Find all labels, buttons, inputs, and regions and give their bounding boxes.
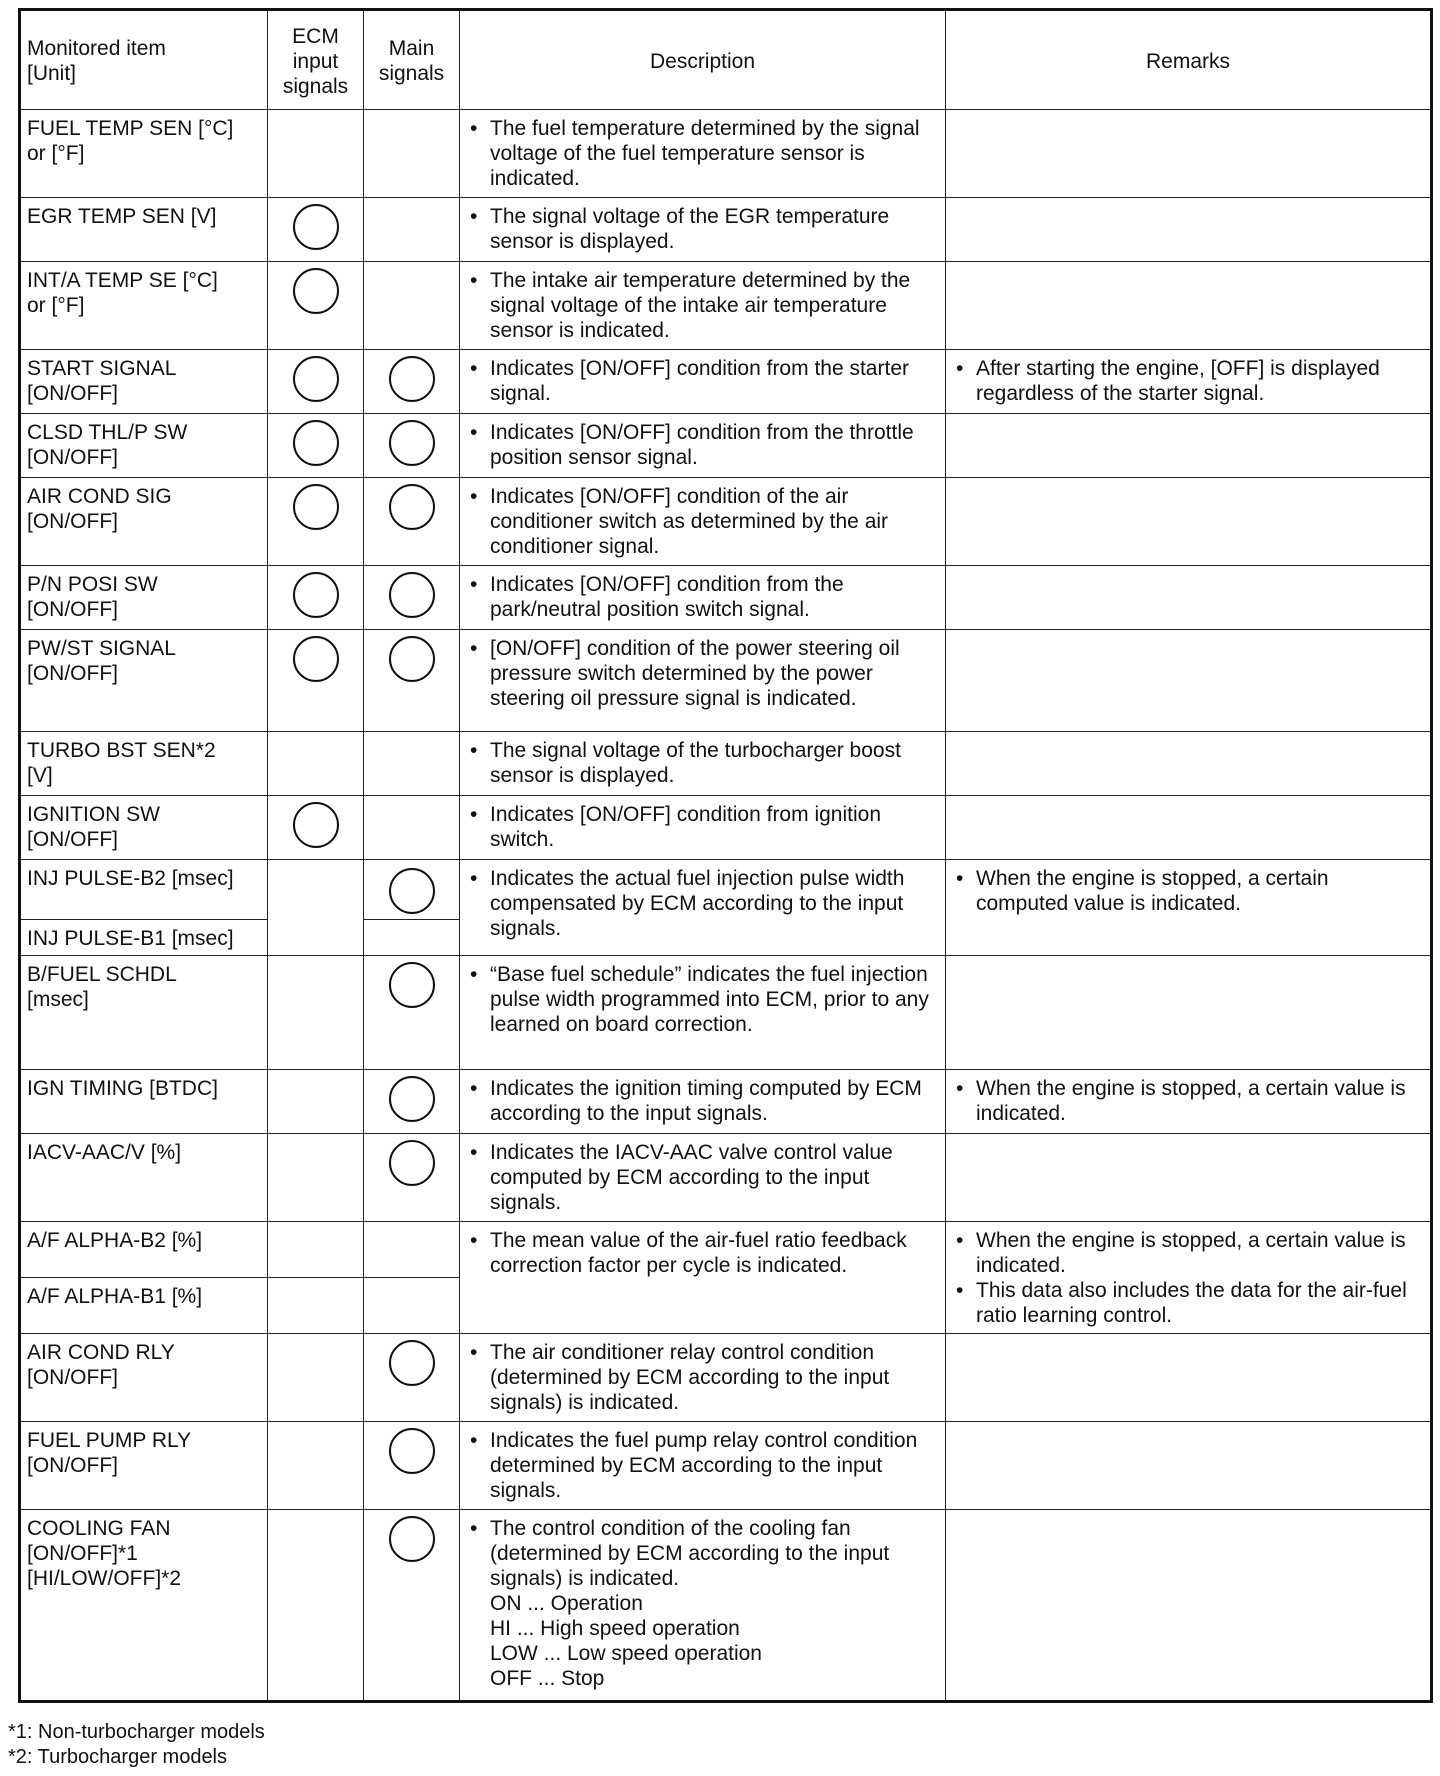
remarks-cell bbox=[946, 732, 1432, 796]
bullet-text: Indicates [ON/OFF] condition from the throttle position sensor signal. bbox=[490, 421, 914, 469]
bullet-item bbox=[466, 1076, 939, 1126]
circle-mark bbox=[389, 636, 435, 682]
description-cell bbox=[460, 1134, 946, 1222]
main-signal-cell bbox=[364, 860, 460, 920]
bullet-item bbox=[952, 866, 1424, 916]
ecm-input-cell bbox=[268, 1278, 364, 1334]
ecm-input-cell bbox=[268, 478, 364, 566]
table-row bbox=[20, 110, 1432, 198]
bullet-dot: • bbox=[470, 803, 478, 826]
monitored-item-cell bbox=[20, 198, 268, 262]
circle-mark bbox=[293, 356, 339, 402]
bullet-dot: • bbox=[470, 1077, 478, 1100]
item-text: CLSD THL/P SW [ON/OFF] bbox=[27, 421, 188, 469]
monitored-item-cell bbox=[20, 1510, 268, 1702]
remarks-cell bbox=[946, 566, 1432, 630]
bullet-text: This data also includes the data for the air-fuel ratio learning control. bbox=[976, 1279, 1407, 1327]
main-signal-cell bbox=[364, 350, 460, 414]
header-description bbox=[460, 10, 946, 110]
bullet-item bbox=[952, 1228, 1424, 1278]
description-cell bbox=[460, 630, 946, 732]
description-cell bbox=[460, 1422, 946, 1510]
remarks-cell bbox=[946, 262, 1432, 350]
item-text: P/N POSI SW [ON/OFF] bbox=[27, 573, 158, 621]
bullet-dot: • bbox=[470, 963, 478, 986]
fan-mode-line: LOW ... Low speed operation bbox=[490, 1642, 762, 1665]
monitored-item-cell bbox=[20, 110, 268, 198]
description-cell bbox=[460, 350, 946, 414]
ecm-input-cell bbox=[268, 1422, 364, 1510]
description-cell bbox=[460, 262, 946, 350]
bullet-item bbox=[466, 1428, 939, 1503]
bullet-item bbox=[466, 802, 939, 852]
item-text: INJ PULSE-B2 [msec] bbox=[27, 867, 234, 890]
remarks-cell bbox=[946, 1222, 1432, 1334]
circle-mark bbox=[389, 572, 435, 618]
ecm-input-cell bbox=[268, 1134, 364, 1222]
fan-mode-line: OFF ... Stop bbox=[490, 1667, 605, 1690]
footnote-1: *1: Non-turbocharger models bbox=[8, 1721, 265, 1743]
ecm-input-cell bbox=[268, 1222, 364, 1278]
remarks-cell bbox=[946, 110, 1432, 198]
bullet-text: When the engine is stopped, a certain computed value is indicated. bbox=[976, 867, 1329, 915]
bullet-dot: • bbox=[470, 421, 478, 444]
item-text: IACV-AAC/V [%] bbox=[27, 1141, 182, 1164]
monitored-item-cell bbox=[20, 796, 268, 860]
remarks-cell bbox=[946, 796, 1432, 860]
main-signal-cell bbox=[364, 198, 460, 262]
main-signal-cell bbox=[364, 1334, 460, 1422]
circle-mark bbox=[293, 420, 339, 466]
circle-mark bbox=[293, 636, 339, 682]
main-signal-cell bbox=[364, 478, 460, 566]
main-signal-cell bbox=[364, 110, 460, 198]
bullet-dot: • bbox=[470, 269, 478, 292]
monitored-item-cell bbox=[20, 732, 268, 796]
header-main-text: Main signals bbox=[378, 37, 445, 85]
remarks-cell bbox=[946, 1422, 1432, 1510]
bullet-dot: • bbox=[470, 1429, 478, 1452]
description-cell bbox=[460, 1334, 946, 1422]
monitored-item-cell bbox=[20, 956, 268, 1070]
remarks-cell bbox=[946, 350, 1432, 414]
description-cell bbox=[460, 414, 946, 478]
remarks-cell bbox=[946, 1134, 1432, 1222]
table-row bbox=[20, 414, 1432, 478]
monitored-item-cell bbox=[20, 920, 268, 956]
monitored-item-cell bbox=[20, 1422, 268, 1510]
description-cell bbox=[460, 1510, 946, 1702]
bullet-item bbox=[466, 866, 939, 941]
description-cell bbox=[460, 860, 946, 956]
main-signal-cell bbox=[364, 414, 460, 478]
bullet-item bbox=[466, 1340, 939, 1415]
ecm-input-cell bbox=[268, 860, 364, 956]
header-main-signals bbox=[364, 10, 460, 110]
bullet-text: Indicates the IACV-AAC valve control value computed by ECM according to the input signals. bbox=[490, 1141, 893, 1214]
main-signal-cell bbox=[364, 1510, 460, 1702]
circle-mark bbox=[389, 1428, 435, 1474]
bullet-text: “Base fuel schedule” indicates the fuel injection pulse width programmed into ECM, prior to any learned on board correction. bbox=[490, 963, 929, 1036]
bullet-dot: • bbox=[470, 485, 478, 508]
bullet-dot: • bbox=[956, 1279, 964, 1302]
table-row bbox=[20, 198, 1432, 262]
bullet-text: Indicates the ignition timing computed by ECM according to the input signals. bbox=[490, 1077, 922, 1125]
bullet-dot: • bbox=[470, 1517, 478, 1540]
fan-mode-line: ON ... Operation bbox=[490, 1592, 643, 1615]
monitored-item-cell bbox=[20, 478, 268, 566]
main-signal-cell bbox=[364, 566, 460, 630]
monitored-item-cell bbox=[20, 414, 268, 478]
table-row bbox=[20, 350, 1432, 414]
main-signal-cell bbox=[364, 796, 460, 860]
description-cell bbox=[460, 732, 946, 796]
main-signal-cell bbox=[364, 732, 460, 796]
bullet-text: Indicates the actual fuel injection pulse width compensated by ECM according to the input signals. bbox=[490, 867, 905, 940]
circle-mark bbox=[389, 868, 435, 914]
ecm-input-cell bbox=[268, 630, 364, 732]
bullet-item bbox=[466, 738, 939, 788]
table-row bbox=[20, 732, 1432, 796]
item-text: IGN TIMING [BTDC] bbox=[27, 1077, 218, 1100]
main-signal-cell bbox=[364, 956, 460, 1070]
main-signal-cell bbox=[364, 920, 460, 956]
remarks-cell bbox=[946, 1510, 1432, 1702]
description-cell bbox=[460, 566, 946, 630]
bullet-dot: • bbox=[956, 1229, 964, 1252]
main-signal-cell bbox=[364, 1070, 460, 1134]
header-remarks bbox=[946, 10, 1432, 110]
circle-mark bbox=[389, 420, 435, 466]
item-text: START SIGNAL [ON/OFF] bbox=[27, 357, 177, 405]
remarks-cell bbox=[946, 1070, 1432, 1134]
bullet-dot: • bbox=[470, 205, 478, 228]
item-text: INJ PULSE-B1 [msec] bbox=[27, 927, 234, 950]
circle-mark bbox=[389, 1140, 435, 1186]
item-text: COOLING FAN [ON/OFF]*1 [HI/LOW/OFF]*2 bbox=[27, 1517, 182, 1590]
remarks-cell bbox=[946, 1334, 1432, 1422]
table-row bbox=[20, 1422, 1432, 1510]
table-row bbox=[20, 262, 1432, 350]
item-text: A/F ALPHA-B2 [%] bbox=[27, 1229, 203, 1252]
circle-mark bbox=[293, 268, 339, 314]
ecm-input-cell bbox=[268, 198, 364, 262]
ecm-input-cell bbox=[268, 1070, 364, 1134]
bullet-text: The signal voltage of the turbocharger boost sensor is displayed. bbox=[490, 739, 901, 787]
main-signal-cell bbox=[364, 1278, 460, 1334]
bullet-item bbox=[466, 1228, 939, 1278]
bullet-item bbox=[466, 636, 939, 711]
main-signal-cell bbox=[364, 1222, 460, 1278]
item-text: INT/A TEMP SE [°C] or [°F] bbox=[27, 269, 218, 317]
header-ecm-input-signals bbox=[268, 10, 364, 110]
header-monitored-item bbox=[20, 10, 268, 110]
bullet-dot: • bbox=[470, 117, 478, 140]
ecm-input-cell bbox=[268, 732, 364, 796]
bullet-text: The signal voltage of the EGR temperature sensor is displayed. bbox=[490, 205, 890, 253]
remarks-cell bbox=[946, 478, 1432, 566]
circle-mark bbox=[389, 962, 435, 1008]
circle-mark bbox=[293, 572, 339, 618]
ecm-input-cell bbox=[268, 350, 364, 414]
bullet-item bbox=[466, 962, 939, 1037]
bullet-text: The air conditioner relay control condition (determined by ECM according to the input signals) is indicated. bbox=[490, 1341, 890, 1414]
table-row bbox=[20, 956, 1432, 1070]
monitored-item-cell bbox=[20, 630, 268, 732]
bullet-item bbox=[952, 1278, 1424, 1328]
bullet-text: When the engine is stopped, a certain value is indicated. bbox=[976, 1229, 1406, 1277]
circle-mark bbox=[293, 204, 339, 250]
table-row bbox=[20, 796, 1432, 860]
description-cell bbox=[460, 956, 946, 1070]
bullet-item bbox=[466, 1140, 939, 1215]
monitored-items-table bbox=[18, 8, 1433, 1703]
table-row bbox=[20, 860, 1432, 920]
table-row bbox=[20, 478, 1432, 566]
item-text: FUEL TEMP SEN [°C] or [°F] bbox=[27, 117, 234, 165]
description-cell bbox=[460, 796, 946, 860]
bullet-dot: • bbox=[470, 867, 478, 890]
monitored-item-cell bbox=[20, 1278, 268, 1334]
bullet-dot: • bbox=[470, 357, 478, 380]
item-text: TURBO BST SEN*2 [V] bbox=[27, 739, 216, 787]
bullet-text: The fuel temperature determined by the signal voltage of the fuel temperature sensor is indicated. bbox=[490, 117, 920, 190]
bullet-dot: • bbox=[956, 867, 964, 890]
bullet-item bbox=[466, 356, 939, 406]
circle-mark bbox=[389, 1516, 435, 1562]
bullet-text: Indicates the fuel pump relay control condition determined by ECM according to the input signals. bbox=[490, 1429, 918, 1502]
header-description-text: Description bbox=[649, 49, 756, 73]
header-ecm-text: ECM input signals bbox=[282, 24, 349, 98]
monitored-item-cell bbox=[20, 566, 268, 630]
remarks-cell bbox=[946, 956, 1432, 1070]
bullet-item bbox=[466, 116, 939, 191]
ecm-input-cell bbox=[268, 566, 364, 630]
bullet-item bbox=[466, 572, 939, 622]
table-row bbox=[20, 1070, 1432, 1134]
remarks-cell bbox=[946, 414, 1432, 478]
description-cell bbox=[460, 1222, 946, 1334]
circle-mark bbox=[389, 356, 435, 402]
table-row bbox=[20, 566, 1432, 630]
monitored-item-cell bbox=[20, 350, 268, 414]
monitored-item-cell bbox=[20, 262, 268, 350]
item-text: IGNITION SW [ON/OFF] bbox=[27, 803, 160, 851]
bullet-item bbox=[952, 1076, 1424, 1126]
bullet-dot: • bbox=[470, 739, 478, 762]
monitored-item-cell bbox=[20, 1134, 268, 1222]
circle-mark bbox=[389, 1076, 435, 1122]
ecm-input-cell bbox=[268, 1510, 364, 1702]
main-signal-cell bbox=[364, 1422, 460, 1510]
table-row bbox=[20, 1334, 1432, 1422]
item-text: AIR COND RLY [ON/OFF] bbox=[27, 1341, 175, 1389]
remarks-cell bbox=[946, 860, 1432, 956]
ecm-input-cell bbox=[268, 956, 364, 1070]
circle-mark bbox=[293, 802, 339, 848]
main-signal-cell bbox=[364, 262, 460, 350]
bullet-text: The intake air temperature determined by the signal voltage of the intake air temperature sensor is indicated. bbox=[490, 269, 911, 342]
item-text: AIR COND SIG [ON/OFF] bbox=[27, 485, 172, 533]
bullet-text: Indicates [ON/OFF] condition from ignition switch. bbox=[490, 803, 881, 851]
bullet-item bbox=[466, 204, 939, 254]
bullet-dot: • bbox=[470, 1141, 478, 1164]
main-signal-cell bbox=[364, 1134, 460, 1222]
ecm-input-cell bbox=[268, 110, 364, 198]
bullet-text: Indicates [ON/OFF] condition from the starter signal. bbox=[490, 357, 909, 405]
circle-mark bbox=[293, 484, 339, 530]
table-row bbox=[20, 1134, 1432, 1222]
description-cell bbox=[460, 198, 946, 262]
remarks-cell bbox=[946, 198, 1432, 262]
ecm-input-cell bbox=[268, 262, 364, 350]
header-monitored-item-text: Monitored item [Unit] bbox=[27, 37, 166, 85]
monitored-item-cell bbox=[20, 1334, 268, 1422]
bullet-dot: • bbox=[470, 1229, 478, 1252]
bullet-text: Indicates [ON/OFF] condition of the air conditioner switch as determined by the air conditioner signal. bbox=[490, 485, 889, 558]
ecm-input-cell bbox=[268, 1334, 364, 1422]
item-text: FUEL PUMP RLY [ON/OFF] bbox=[27, 1429, 192, 1477]
footnotes bbox=[8, 1720, 265, 1770]
description-cell bbox=[460, 1070, 946, 1134]
remarks-cell bbox=[946, 630, 1432, 732]
description-cell bbox=[460, 478, 946, 566]
ecm-input-cell bbox=[268, 414, 364, 478]
footnote-2: *2: Turbocharger models bbox=[8, 1746, 228, 1768]
item-text: EGR TEMP SEN [V] bbox=[27, 205, 217, 228]
bullet-item bbox=[466, 268, 939, 343]
table-row bbox=[20, 1222, 1432, 1278]
table-row bbox=[20, 630, 1432, 732]
bullet-text: When the engine is stopped, a certain value is indicated. bbox=[976, 1077, 1406, 1125]
bullet-dot: • bbox=[470, 637, 478, 660]
circle-mark bbox=[389, 1340, 435, 1386]
table-body bbox=[20, 110, 1432, 1702]
bullet-item bbox=[466, 1516, 939, 1591]
circle-mark bbox=[389, 484, 435, 530]
item-text: A/F ALPHA-B1 [%] bbox=[27, 1285, 203, 1308]
bullet-item bbox=[466, 484, 939, 559]
bullet-dot: • bbox=[956, 1077, 964, 1100]
table-row bbox=[20, 1510, 1432, 1702]
fan-mode-line: HI ... High speed operation bbox=[490, 1617, 740, 1640]
bullet-dot: • bbox=[470, 1341, 478, 1364]
bullet-text: After starting the engine, [OFF] is displayed regardless of the starter signal. bbox=[976, 357, 1380, 405]
bullet-item bbox=[952, 356, 1424, 406]
header-row bbox=[20, 10, 1432, 110]
item-text: B/FUEL SCHDL [msec] bbox=[27, 963, 177, 1011]
description-cell bbox=[460, 110, 946, 198]
bullet-dot: • bbox=[470, 573, 478, 596]
monitored-item-cell bbox=[20, 860, 268, 920]
monitored-item-cell bbox=[20, 1222, 268, 1278]
bullet-item bbox=[466, 420, 939, 470]
item-text: PW/ST SIGNAL [ON/OFF] bbox=[27, 637, 176, 685]
header-remarks-text: Remarks bbox=[1145, 49, 1230, 73]
bullet-text: The mean value of the air-fuel ratio feedback correction factor per cycle is indicated. bbox=[490, 1229, 907, 1277]
bullet-text: Indicates [ON/OFF] condition from the park/neutral position switch signal. bbox=[490, 573, 844, 621]
main-signal-cell bbox=[364, 630, 460, 732]
bullet-text: [ON/OFF] condition of the power steering oil pressure switch determined by the power steering oil pressure signal is indicated. bbox=[490, 637, 900, 710]
monitored-item-cell bbox=[20, 1070, 268, 1134]
bullet-text: The control condition of the cooling fan (determined by ECM according to the input signals) is indicated. bbox=[490, 1517, 890, 1590]
bullet-dot: • bbox=[956, 357, 964, 380]
ecm-input-cell bbox=[268, 796, 364, 860]
